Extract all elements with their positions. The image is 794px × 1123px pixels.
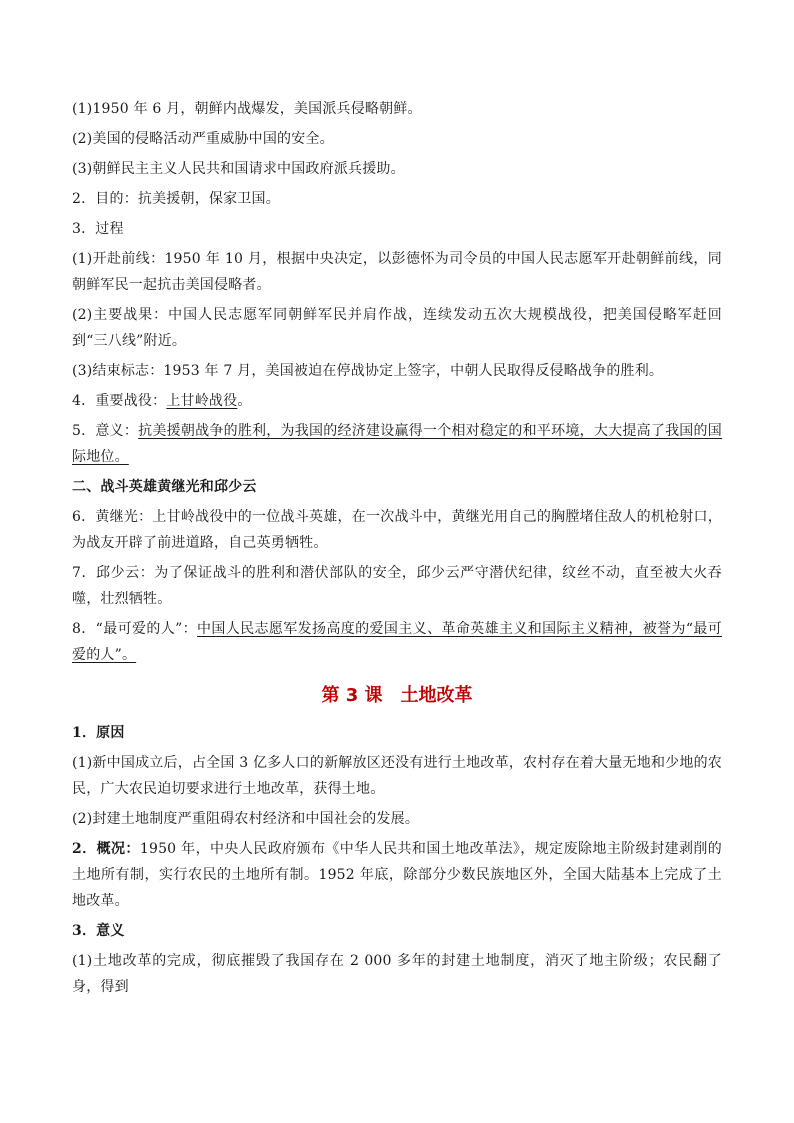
process-3: (3)结束标志：1953 年 7 月，美国被迫在停战协定上签字，中朝人民取得反侵略战争的胜利。 [72, 363, 664, 379]
process-heading: 3．过程 [72, 221, 124, 237]
cause-2: (2)美国的侵略活动严重威胁中国的安全。 [72, 131, 334, 147]
most-lovable-underlined: 中国人民志愿军发扬高度的爱国主义、革命英雄主义和国际主义精神，被誉为“最可爱的人”。 [72, 621, 722, 663]
most-lovable-prefix: 8．“最可爱的人”： [72, 621, 198, 637]
qiu-shaoyun: 7．邱少云：为了保证战斗的胜利和潜伏部队的安全，邱少云严守潜伏纪律，纹丝不动，直至被大火吞噬，壮烈牺牲。 [72, 565, 722, 607]
meaning-heading: 3．意义 [72, 923, 125, 939]
reason-1: (1)新中国成立后，占全国 3 亿多人口的新解放区还没有进行土地改革，农村存在着大量无地和少地的农民，广大农民迫切要求进行土地改革，获得土地。 [72, 755, 722, 797]
reason-heading: 1．原因 [72, 725, 125, 741]
section-heading-heroes: 二、战斗英雄黄继光和邱少云 [72, 479, 257, 495]
document-body [72, 96, 722, 1004]
significance-prefix: 5．意义： [72, 423, 139, 439]
huang-jiguang: 6．黄继光：上甘岭战役中的一位战斗英雄，在一次战斗中，黄继光用自己的胸膛堵住敌人的机枪射口，为战友开辟了前进道路，自己英勇牺牲。 [72, 509, 722, 551]
lesson-title: 第 3 课 土地改革 [321, 685, 473, 706]
significance-underlined: 抗美援朝战争的胜利，为我国的经济建设赢得一个相对稳定的和平环境，大大提高了我国的国际地位。 [72, 423, 722, 465]
key-battle [72, 388, 722, 414]
key-battle-suffix: 。 [237, 393, 252, 409]
overview [72, 836, 722, 914]
reason-2: (2)封建土地制度严重阻碍农村经济和中国社会的发展。 [72, 811, 420, 827]
purpose: 2．目的：抗美援朝，保家卫国。 [72, 191, 280, 207]
cause-1: (1)1950 年 6 月，朝鲜内战爆发，美国派兵侵略朝鲜。 [72, 101, 422, 117]
process-1: (1)开赴前线：1950 年 10 月，根据中央决定，以彭德怀为司令员的中国人民志愿军开赴朝鲜前线，同朝鲜军民一起抗击美国侵略者。 [72, 251, 722, 293]
key-battle-prefix: 4．重要战役： [72, 393, 167, 409]
significance [72, 418, 722, 470]
overview-lead: 2．概况： [72, 841, 140, 857]
overview-text: 1950 年，中央人民政府颁布《中华人民共和国土地改革法》，规定废除地主阶级封建剥削的土地所有制，实行农民的土地所有制。1952 年底，除部分少数民族地区外，全国大陆基本上完成了土地改革。 [72, 841, 722, 909]
process-2: (2)主要战果：中国人民志愿军同朝鲜军民并肩作战，连续发动五次大规模战役，把美国侵略军赶回到“三八线”附近。 [72, 307, 722, 349]
most-lovable-people [72, 616, 722, 668]
cause-3: (3)朝鲜民主主义人民共和国请求中国政府派兵援助。 [72, 161, 405, 177]
meaning-1: (1)土地改革的完成，彻底摧毁了我国存在 2 000 多年的封建土地制度，消灭了地主阶级；农民翻了身，得到 [72, 953, 722, 995]
key-battle-underlined: 上甘岭战役 [166, 393, 238, 409]
